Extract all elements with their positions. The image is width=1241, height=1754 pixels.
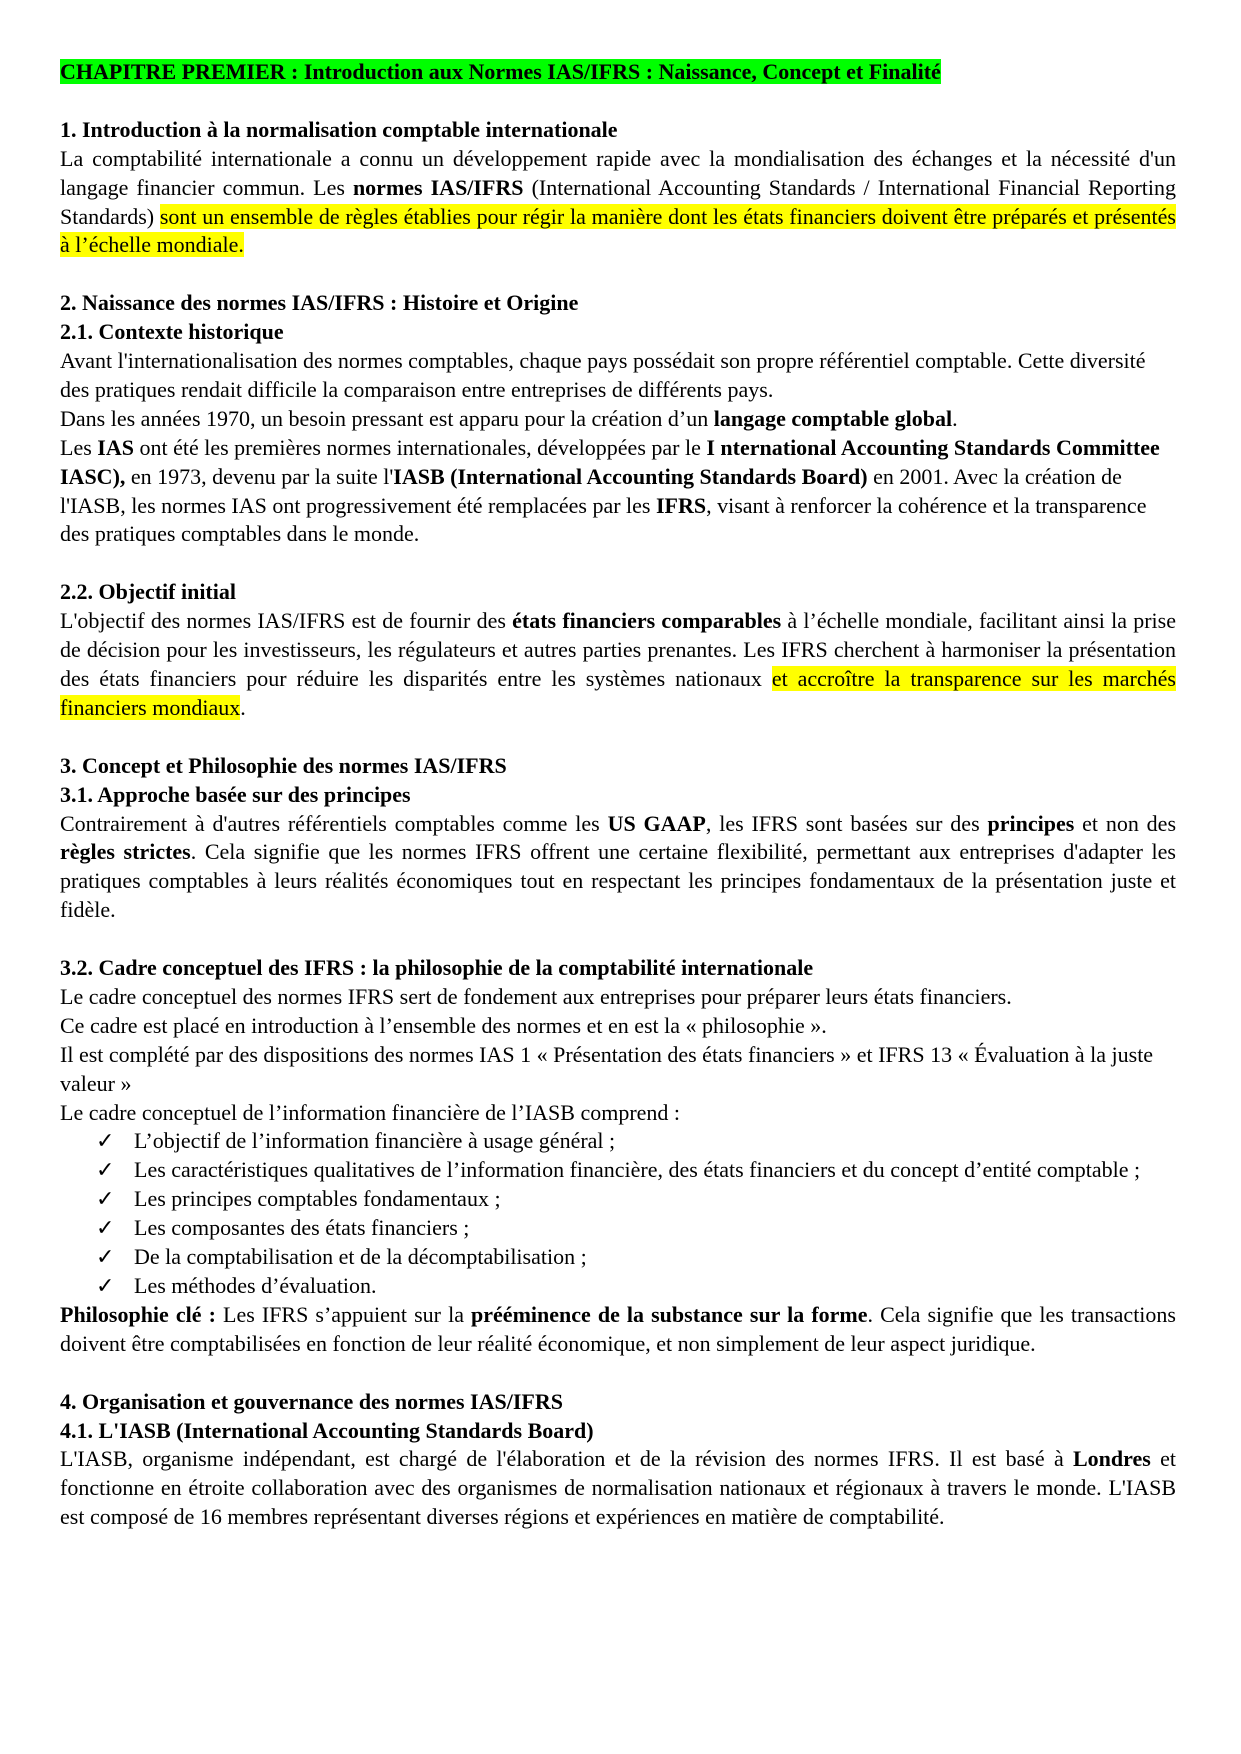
checkmark-icon: ✓ xyxy=(96,1244,115,1270)
text-run: , visant à renforcer la cohérence et la transparence des pratiques comptables dans le monde. xyxy=(60,492,1147,547)
text-run: L'IASB, organisme indépendant, est chargé de l'élaboration et de la révision des normes IFRS. Il est basé à xyxy=(60,1446,1073,1472)
document-page xyxy=(60,58,1176,1532)
section-heading xyxy=(60,1417,1176,1446)
text-run: Les xyxy=(60,434,98,460)
paragraph xyxy=(60,1445,1176,1532)
text-run: Les IFRS s’appuient sur la xyxy=(215,1301,472,1327)
bold-text: 4. Organisation et gouvernance des normes IAS/IFRS xyxy=(60,1388,563,1414)
text-run: . xyxy=(240,694,246,720)
text-run: L'objectif des normes IAS/IFRS est de fournir des xyxy=(60,608,513,634)
bold-text: états financiers comparables xyxy=(512,608,782,634)
text-run: Contrairement à d'autres référentiels comptables comme les xyxy=(60,810,608,836)
text-run: . xyxy=(952,405,958,431)
chapter-title xyxy=(60,58,1176,87)
paragraph xyxy=(60,810,1176,926)
bold-text: 3. Concept et Philosophie des normes IAS/IFRS xyxy=(60,752,507,778)
checkmark-icon: ✓ xyxy=(96,1272,115,1298)
paragraph xyxy=(60,1099,1176,1128)
bold-text: 4.1. L'IASB (International Accounting Standards Board) xyxy=(60,1417,594,1443)
highlighted-text: et accroître la transparence sur les marchés financiers mondiaux xyxy=(60,665,1176,720)
text-run: Le cadre conceptuel des normes IFRS sert de fondement aux entreprises pour préparer leurs états financiers. xyxy=(60,983,1012,1009)
highlighted-text: CHAPITRE PREMIER : Introduction aux Normes IAS/IFRS : Naissance, Concept et Finalité xyxy=(60,59,941,84)
bold-text: 1. Introduction à la normalisation comptable internationale xyxy=(60,116,618,142)
text-run: Avant l'internationalisation des normes comptables, chaque pays possédait son propre référentiel comptable. Cette diversité des pratiques rendait difficile la comparaison entre entreprises de différents pays. xyxy=(60,348,1146,402)
text-run: à l’échelle mondiale, facilitant ainsi la prise de décision pour les investisseurs, les régulateurs et autres parties prenantes. Les IFRS cherchent à harmoniser la présentation des états financiers pour réduire les disparités entre les systèmes nationaux xyxy=(60,608,1176,691)
paragraph xyxy=(60,434,1176,550)
section-heading xyxy=(60,289,1176,318)
bold-text: Londres xyxy=(1072,1446,1151,1472)
bold-text: IAS xyxy=(97,434,134,460)
text-run: ont été les premières normes internationales, développées par le xyxy=(133,434,707,460)
text-run: Les principes comptables fondamentaux ; xyxy=(134,1186,501,1212)
checklist-item xyxy=(60,1156,1176,1185)
bold-text: 2.2. Objectif initial xyxy=(60,579,236,605)
section-heading xyxy=(60,116,1176,145)
checklist-item xyxy=(60,1185,1176,1214)
text-run: et non des xyxy=(1074,810,1177,836)
text-run: De la comptabilisation et de la décomptabilisation ; xyxy=(134,1244,587,1270)
paragraph xyxy=(60,607,1176,723)
checklist-item xyxy=(60,1272,1176,1301)
paragraph xyxy=(60,1041,1176,1099)
bold-text: langage comptable global xyxy=(713,405,953,431)
bold-text: règles strictes xyxy=(60,839,191,865)
bold-text: 3.2. Cadre conceptuel des IFRS : la philosophie de la comptabilité internationale xyxy=(60,955,814,981)
checklist-item xyxy=(60,1243,1176,1272)
bold-text: Philosophie clé : xyxy=(60,1301,216,1327)
text-run: Le cadre conceptuel de l’information financière de l’IASB comprend : xyxy=(60,1099,681,1125)
section-heading xyxy=(60,954,1176,983)
text-run: Les méthodes d’évaluation. xyxy=(134,1272,377,1298)
highlighted-text: sont un ensemble de règles établies pour régir la manière dont les états financiers doivent être préparés et présentés à l’échelle mondiale. xyxy=(60,203,1176,258)
bold-text: IFRS xyxy=(655,492,707,518)
paragraph xyxy=(60,145,1176,261)
section-heading xyxy=(60,578,1176,607)
text-run: Dans les années 1970, un besoin pressant est apparu pour la création d’un xyxy=(60,405,714,431)
bold-text: IASB (International Accounting Standards Board) xyxy=(393,463,868,489)
text-run: Ce cadre est placé en introduction à l’ensemble des normes et en est la « philosophie ». xyxy=(60,1012,827,1038)
section-heading xyxy=(60,752,1176,781)
checkmark-icon: ✓ xyxy=(96,1186,115,1212)
bold-text: normes IAS/IFRS xyxy=(352,174,524,200)
checkmark-icon: ✓ xyxy=(96,1128,115,1154)
text-run: . Cela signifie que les normes IFRS offrent une certaine flexibilité, permettant aux entreprises d'adapter les pratiques comptables à leurs réalités économiques tout en respectant les principes fondamentaux de la présentation juste et fidèle. xyxy=(60,839,1176,923)
text-run: . Cela signifie que les transactions doivent être comptabilisées en fonction de leur réalité économique, et non simplement de leur aspect juridique. xyxy=(60,1301,1176,1356)
checklist-item xyxy=(60,1214,1176,1243)
text-run: L’objectif de l’information financière à usage général ; xyxy=(134,1128,616,1154)
text-run: et fonctionne en étroite collaboration avec des organismes de normalisation nationaux et régionaux à travers le monde. L'IASB est composé de 16 membres représentant diverses régions et expériences en matière de comptabilité. xyxy=(60,1446,1176,1530)
bold-text: principes xyxy=(987,810,1075,836)
section-heading xyxy=(60,318,1176,347)
bold-text: 2. Naissance des normes IAS/IFRS : Histoire et Origine xyxy=(60,290,579,316)
bold-text: 3.1. Approche basée sur des principes xyxy=(60,781,411,807)
text-run: La comptabilité internationale a connu un développement rapide avec la mondialisation des échanges et la nécessité d'un langage financier commun. Les xyxy=(60,145,1176,200)
section-heading xyxy=(60,781,1176,810)
text-run: (International Accounting Standards / International Financial Reporting Standards) xyxy=(60,174,1176,229)
text-run: , les IFRS sont basées sur des xyxy=(705,810,988,836)
checkmark-icon: ✓ xyxy=(96,1215,115,1241)
paragraph xyxy=(60,405,1176,434)
text-run: Les caractéristiques qualitatives de l’information financière, des états financiers et du concept d’entité comptable ; xyxy=(134,1157,1141,1183)
section-heading xyxy=(60,1388,1176,1417)
bold-text: 2.1. Contexte historique xyxy=(60,319,284,345)
bold-text: US GAAP xyxy=(607,810,706,836)
paragraph xyxy=(60,1012,1176,1041)
paragraph xyxy=(60,347,1176,405)
checklist-item xyxy=(60,1127,1176,1156)
paragraph xyxy=(60,983,1176,1012)
paragraph xyxy=(60,1301,1176,1359)
checkmark-icon: ✓ xyxy=(96,1157,115,1183)
text-run: Il est complété par des dispositions des normes IAS 1 « Présentation des états financiers » et IFRS 13 « Évaluation à la juste valeur » xyxy=(60,1041,1154,1096)
text-run: en 2001. Avec la création de l'IASB, les normes IAS ont progressivement été remplacées par les xyxy=(60,463,1122,518)
bold-text: I nternational Accounting Standards Committee IASC), xyxy=(60,434,1160,489)
text-run: Les composantes des états financiers ; xyxy=(134,1215,470,1241)
bold-text: prééminence de la substance sur la forme xyxy=(471,1301,868,1327)
text-run: en 1973, devenu par la suite l' xyxy=(125,463,394,489)
